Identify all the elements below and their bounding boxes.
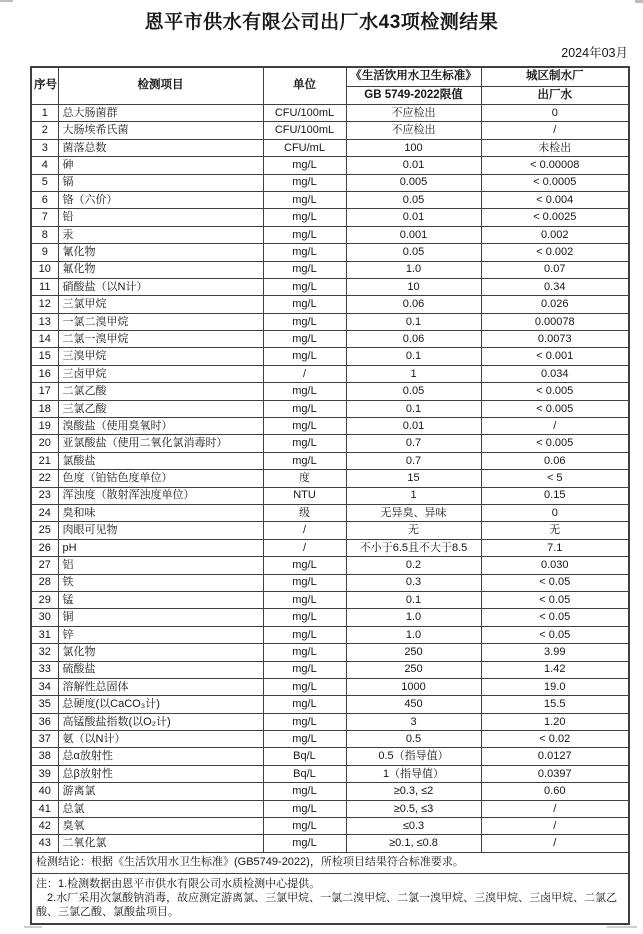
row-value: < 0.005 — [481, 435, 629, 452]
row-limit: 450 — [346, 696, 481, 713]
row-unit: mg/L — [263, 400, 346, 417]
row-limit: 无 — [346, 522, 481, 539]
row-unit: mg/L — [263, 644, 346, 661]
row-no: 36 — [31, 713, 58, 730]
row-item: 砷 — [58, 157, 263, 174]
row-unit: mg/L — [263, 226, 346, 243]
col-header-plant: 城区制水厂 — [481, 67, 629, 86]
row-unit: mg/L — [263, 418, 346, 435]
row-limit: 0.05 — [346, 383, 481, 400]
row-item: 氯化物 — [58, 644, 263, 661]
row-no: 9 — [31, 244, 58, 261]
row-value: < 0.004 — [481, 191, 629, 208]
table-row — [31, 296, 629, 313]
row-limit: 10 — [346, 278, 481, 295]
row-unit: mg/L — [263, 557, 346, 574]
row-item: 氰化物 — [58, 244, 263, 261]
row-item: 菌落总数 — [58, 139, 263, 156]
row-item: 浑浊度（散射浑浊度单位） — [58, 487, 263, 504]
row-value: 0.06 — [481, 452, 629, 469]
note-line-2: 2.水厂采用次氯酸钠消毒，故应测定游离氯、三氯甲烷、一氯二溴甲烷、二氯一溴甲烷、三溴甲烷、三卤甲烷、二氯乙酸、三氯乙酸、氯酸盐项目。 — [36, 891, 618, 918]
row-value: 0.07 — [481, 261, 629, 278]
row-item: 铜 — [58, 609, 263, 626]
row-limit: 0.05 — [346, 244, 481, 261]
row-value: / — [481, 818, 629, 835]
row-unit: mg/L — [263, 591, 346, 608]
row-no: 41 — [31, 800, 58, 817]
row-value: 3.99 — [481, 644, 629, 661]
row-item: 亚氯酸盐（使用二氧化氯消毒时） — [58, 435, 263, 452]
row-limit: 1.0 — [346, 609, 481, 626]
row-limit: 0.05 — [346, 191, 481, 208]
row-limit: 0.1 — [346, 348, 481, 365]
row-item: 铬（六价） — [58, 191, 263, 208]
row-unit: mg/L — [263, 713, 346, 730]
row-no: 29 — [31, 591, 58, 608]
row-item: 氟化物 — [58, 261, 263, 278]
row-no: 14 — [31, 331, 58, 348]
row-no: 43 — [31, 835, 58, 852]
row-limit: 0.5 — [346, 731, 481, 748]
row-unit: mg/L — [263, 574, 346, 591]
row-limit: 0.06 — [346, 296, 481, 313]
table-row — [31, 365, 629, 382]
row-value: < 0.0005 — [481, 174, 629, 191]
row-value: 0.002 — [481, 226, 629, 243]
row-no: 27 — [31, 557, 58, 574]
table-row — [31, 609, 629, 626]
row-unit: Bq/L — [263, 765, 346, 782]
row-value: 15.5 — [481, 696, 629, 713]
row-limit: 1（指导值） — [346, 765, 481, 782]
row-limit: ≥0.1, ≤0.8 — [346, 835, 481, 852]
row-unit: CFU/mL — [263, 139, 346, 156]
note-line-1: 注：1.检测数据由恩平市供水有限公司水质检测中心提供。 — [36, 877, 321, 890]
table-row — [31, 261, 629, 278]
row-no: 32 — [31, 644, 58, 661]
row-no: 3 — [31, 139, 58, 156]
row-item: 三氯乙酸 — [58, 400, 263, 417]
row-value: 1.20 — [481, 713, 629, 730]
row-limit: 0.7 — [346, 435, 481, 452]
row-value: 19.0 — [481, 678, 629, 695]
row-unit: NTU — [263, 487, 346, 504]
row-unit: mg/L — [263, 244, 346, 261]
row-item: 总α放射性 — [58, 748, 263, 765]
row-limit: 0.01 — [346, 157, 481, 174]
row-limit: 0.005 — [346, 174, 481, 191]
row-no: 8 — [31, 226, 58, 243]
row-unit: mg/L — [263, 174, 346, 191]
row-limit: 0.01 — [346, 418, 481, 435]
table-row — [31, 522, 629, 539]
row-item: 锰 — [58, 591, 263, 608]
row-unit: mg/L — [263, 452, 346, 469]
table-row — [31, 278, 629, 295]
row-item: 锌 — [58, 626, 263, 643]
row-value: 0.00078 — [481, 313, 629, 330]
row-value: 无 — [481, 522, 629, 539]
row-unit: 级 — [263, 504, 346, 521]
row-value: 0 — [481, 504, 629, 521]
row-value: 0.034 — [481, 365, 629, 382]
table-row — [31, 818, 629, 835]
table-row — [31, 331, 629, 348]
row-unit: mg/L — [263, 383, 346, 400]
row-item: 铁 — [58, 574, 263, 591]
table-row — [31, 313, 629, 330]
row-value: 0.0397 — [481, 765, 629, 782]
table-row — [31, 418, 629, 435]
row-no: 23 — [31, 487, 58, 504]
row-value: 0.34 — [481, 278, 629, 295]
row-item: pH — [58, 539, 263, 556]
row-no: 31 — [31, 626, 58, 643]
page-edge-artifact-top-right — [635, 0, 643, 3]
row-item: 氨（以N计） — [58, 731, 263, 748]
row-no: 33 — [31, 661, 58, 678]
table-row — [31, 226, 629, 243]
row-unit: mg/L — [263, 696, 346, 713]
row-no: 24 — [31, 504, 58, 521]
row-value: < 5 — [481, 470, 629, 487]
row-item: 臭和味 — [58, 504, 263, 521]
row-no: 1 — [31, 105, 58, 122]
table-row — [31, 400, 629, 417]
row-limit: ≥0.3, ≤2 — [346, 783, 481, 800]
table-row — [31, 539, 629, 556]
row-value: < 0.02 — [481, 731, 629, 748]
row-no: 12 — [31, 296, 58, 313]
page-edge-artifact-bottom-left — [24, 926, 42, 928]
row-value: < 0.002 — [481, 244, 629, 261]
row-no: 2 — [31, 122, 58, 139]
table-row — [31, 591, 629, 608]
row-no: 11 — [31, 278, 58, 295]
row-limit: 0.2 — [346, 557, 481, 574]
row-item: 三卤甲烷 — [58, 365, 263, 382]
row-no: 42 — [31, 818, 58, 835]
row-item: 硝酸盐（以N计） — [58, 278, 263, 295]
row-item: 大肠埃希氏菌 — [58, 122, 263, 139]
table-body — [31, 105, 629, 853]
row-limit: 不应检出 — [346, 105, 481, 122]
row-value: < 0.001 — [481, 348, 629, 365]
row-item: 臭氧 — [58, 818, 263, 835]
row-unit: CFU/100mL — [263, 122, 346, 139]
row-unit: mg/L — [263, 313, 346, 330]
row-limit: 0.5（指导值） — [346, 748, 481, 765]
table-row — [31, 661, 629, 678]
row-no: 13 — [31, 313, 58, 330]
row-value: 7.1 — [481, 539, 629, 556]
row-limit: 15 — [346, 470, 481, 487]
row-no: 22 — [31, 470, 58, 487]
row-item: 二氧化氯 — [58, 835, 263, 852]
table-row — [31, 157, 629, 174]
row-value: < 0.05 — [481, 591, 629, 608]
col-header-no: 序号 — [31, 67, 58, 105]
row-no: 39 — [31, 765, 58, 782]
row-limit: 不应检出 — [346, 122, 481, 139]
row-unit: mg/L — [263, 731, 346, 748]
row-no: 10 — [31, 261, 58, 278]
row-no: 20 — [31, 435, 58, 452]
row-unit: mg/L — [263, 818, 346, 835]
row-no: 40 — [31, 783, 58, 800]
row-limit: 0.001 — [346, 226, 481, 243]
row-value: 1.42 — [481, 661, 629, 678]
row-value: 0.0073 — [481, 331, 629, 348]
row-value: < 0.05 — [481, 574, 629, 591]
row-unit: / — [263, 522, 346, 539]
col-header-standard: 《生活饮用水卫生标准》 — [346, 67, 481, 86]
row-no: 6 — [31, 191, 58, 208]
row-value: 未检出 — [481, 139, 629, 156]
row-limit: 不小于6.5且不大于8.5 — [346, 539, 481, 556]
row-limit: 250 — [346, 661, 481, 678]
row-item: 镉 — [58, 174, 263, 191]
table-footer — [31, 852, 629, 924]
table-row — [31, 244, 629, 261]
row-item: 二氯乙酸 — [58, 383, 263, 400]
table-row — [31, 765, 629, 782]
row-unit: mg/L — [263, 661, 346, 678]
table-row — [31, 470, 629, 487]
row-unit: mg/L — [263, 609, 346, 626]
row-unit: mg/L — [263, 800, 346, 817]
row-value: 0.026 — [481, 296, 629, 313]
table-row — [31, 696, 629, 713]
row-value: 0.0127 — [481, 748, 629, 765]
table-row — [31, 191, 629, 208]
row-limit: 1.0 — [346, 261, 481, 278]
row-unit: mg/L — [263, 835, 346, 852]
row-unit: mg/L — [263, 783, 346, 800]
row-limit: 无异臭、异味 — [346, 504, 481, 521]
table-row — [31, 174, 629, 191]
col-header-item: 检测项目 — [58, 67, 263, 105]
row-item: 溴酸盐（使用臭氧时） — [58, 418, 263, 435]
table-row — [31, 835, 629, 852]
row-item: 总大肠菌群 — [58, 105, 263, 122]
row-limit: 100 — [346, 139, 481, 156]
row-item: 总氯 — [58, 800, 263, 817]
row-unit: mg/L — [263, 191, 346, 208]
row-no: 4 — [31, 157, 58, 174]
report-date: 2024年03月 — [561, 46, 628, 60]
row-unit: mg/L — [263, 209, 346, 226]
table-row — [31, 122, 629, 139]
table-row — [31, 487, 629, 504]
row-limit: 1 — [346, 487, 481, 504]
row-limit: ≤0.3 — [346, 818, 481, 835]
row-no: 15 — [31, 348, 58, 365]
conclusion-text: 检测结论：根据《生活饮用水卫生标准》(GB5749-2022)，所检项目结果符合标准要求。 — [31, 852, 629, 873]
row-unit: / — [263, 539, 346, 556]
table-row — [31, 644, 629, 661]
row-no: 7 — [31, 209, 58, 226]
row-unit: mg/L — [263, 331, 346, 348]
row-no: 28 — [31, 574, 58, 591]
table-row — [31, 435, 629, 452]
row-item: 总硬度(以CaCO₃计) — [58, 696, 263, 713]
row-unit: mg/L — [263, 678, 346, 695]
table-row — [31, 731, 629, 748]
results-table — [30, 66, 630, 925]
table-row — [31, 209, 629, 226]
row-limit: 0.7 — [346, 452, 481, 469]
table-row — [31, 626, 629, 643]
row-limit: 0.01 — [346, 209, 481, 226]
table-row — [31, 557, 629, 574]
table-row — [31, 139, 629, 156]
row-value: < 0.05 — [481, 609, 629, 626]
row-item: 高锰酸盐指数(以O₂计) — [58, 713, 263, 730]
row-item: 三溴甲烷 — [58, 348, 263, 365]
page-title: 恩平市供水有限公司出厂水43项检测结果 — [144, 12, 499, 33]
row-value: / — [481, 418, 629, 435]
row-unit: mg/L — [263, 626, 346, 643]
row-no: 25 — [31, 522, 58, 539]
row-limit: 1.0 — [346, 626, 481, 643]
page-edge-artifact-top-left — [0, 0, 13, 2]
row-no: 26 — [31, 539, 58, 556]
row-item: 总β放射性 — [58, 765, 263, 782]
row-item: 色度（铂钴色度单位） — [58, 470, 263, 487]
row-no: 16 — [31, 365, 58, 382]
table-row — [31, 678, 629, 695]
row-value: 0.15 — [481, 487, 629, 504]
table-row — [31, 452, 629, 469]
row-value: / — [481, 835, 629, 852]
col-header-outlet-water: 出厂水 — [481, 86, 629, 105]
col-header-unit: 单位 — [263, 67, 346, 105]
row-unit: mg/L — [263, 296, 346, 313]
row-limit: 0.1 — [346, 313, 481, 330]
table-row — [31, 504, 629, 521]
table-row — [31, 783, 629, 800]
table-row — [31, 348, 629, 365]
row-item: 二氯一溴甲烷 — [58, 331, 263, 348]
row-limit: 0.1 — [346, 591, 481, 608]
row-limit: ≥0.5, ≤3 — [346, 800, 481, 817]
row-item: 铅 — [58, 209, 263, 226]
row-unit: CFU/100mL — [263, 105, 346, 122]
row-limit: 250 — [346, 644, 481, 661]
row-limit: 0.1 — [346, 400, 481, 417]
row-item: 氯酸盐 — [58, 452, 263, 469]
row-unit: mg/L — [263, 261, 346, 278]
table-row — [31, 748, 629, 765]
table-row — [31, 800, 629, 817]
row-unit: Bq/L — [263, 748, 346, 765]
row-value: < 0.005 — [481, 400, 629, 417]
col-header-standard-limit: GB 5749-2022限值 — [346, 86, 481, 105]
row-unit: mg/L — [263, 435, 346, 452]
row-unit: 度 — [263, 470, 346, 487]
row-limit: 3 — [346, 713, 481, 730]
table-row — [31, 383, 629, 400]
row-value: < 0.005 — [481, 383, 629, 400]
row-value: < 0.05 — [481, 626, 629, 643]
row-item: 汞 — [58, 226, 263, 243]
row-value: / — [481, 800, 629, 817]
table-row — [31, 105, 629, 122]
row-limit: 1000 — [346, 678, 481, 695]
row-unit: mg/L — [263, 278, 346, 295]
row-limit: 1 — [346, 365, 481, 382]
row-item: 铝 — [58, 557, 263, 574]
row-item: 溶解性总固体 — [58, 678, 263, 695]
row-no: 21 — [31, 452, 58, 469]
row-no: 5 — [31, 174, 58, 191]
row-value: < 0.0025 — [481, 209, 629, 226]
row-unit: / — [263, 365, 346, 382]
notes-cell — [31, 873, 629, 924]
row-unit: mg/L — [263, 157, 346, 174]
row-item: 肉眼可见物 — [58, 522, 263, 539]
row-no: 19 — [31, 418, 58, 435]
row-limit: 0.06 — [346, 331, 481, 348]
row-limit: 0.3 — [346, 574, 481, 591]
row-value: / — [481, 122, 629, 139]
row-value: < 0.00008 — [481, 157, 629, 174]
row-no: 17 — [31, 383, 58, 400]
table-header — [31, 67, 629, 105]
row-unit: mg/L — [263, 348, 346, 365]
row-no: 18 — [31, 400, 58, 417]
table-row — [31, 713, 629, 730]
table-row — [31, 574, 629, 591]
row-no: 37 — [31, 731, 58, 748]
row-value: 0.030 — [481, 557, 629, 574]
row-item: 一氯二溴甲烷 — [58, 313, 263, 330]
row-item: 游离氯 — [58, 783, 263, 800]
row-value: 0.60 — [481, 783, 629, 800]
row-no: 38 — [31, 748, 58, 765]
row-no: 34 — [31, 678, 58, 695]
page-edge-artifact-bottom-right — [607, 926, 637, 928]
row-no: 35 — [31, 696, 58, 713]
row-no: 30 — [31, 609, 58, 626]
row-item: 硫酸盐 — [58, 661, 263, 678]
row-item: 三氯甲烷 — [58, 296, 263, 313]
row-value: 0 — [481, 105, 629, 122]
